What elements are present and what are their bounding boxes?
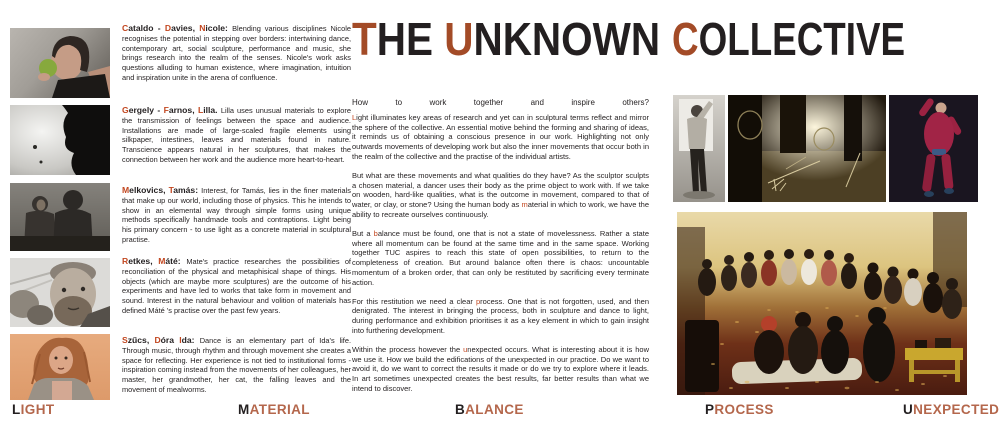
artist-name-rest: da: [181, 335, 200, 345]
keyword-rest: NEXPECTED [913, 402, 1000, 417]
title-letters: HE [376, 13, 445, 65]
photo-red-figure-lying-image [889, 95, 978, 202]
artist-bio-cataldo-davies [122, 24, 351, 83]
photo-dark-installation-room-image [728, 95, 886, 202]
artist-name-rest: arnos, [168, 105, 198, 115]
artist-bio-gergely-farnos [122, 106, 351, 165]
artist-name-rest: avies, [171, 23, 200, 33]
paragraph-text: But what are these movements and what qualities do they have? As the sculptor sculpts a chosen material, a dancer uses their body as the prime object to work with. If we take on wooden, hard-like qualities, what is the outcome in movement, compared to that of water, or clay, or stone? Using the human body as [352, 171, 649, 210]
artist-name-rest: amás: [173, 185, 202, 195]
paragraph-text: For this restitution we need a clear [352, 296, 476, 306]
photo-dark-installation-room [728, 95, 886, 202]
artist-bio-text: Dance is an elementary part of Ida's life. Through music, through rhythm and through movement she creates a space for reflecting. Her experience is not tied to institutional forms - inspiration coming instead from the movements of her colleagues, her master, her grandmother, her cat, the falling leaves and the movement of mealworms. [122, 336, 352, 394]
artist-initial: G [122, 105, 129, 115]
keyword-rest: ROCESS [714, 402, 774, 417]
photo-tamas-shadow-image [10, 183, 110, 251]
essay-paragraph-material [352, 171, 649, 220]
essay-paragraph-light [352, 113, 649, 162]
artist-initial: C [122, 23, 129, 33]
keyword-initial: L [12, 402, 21, 417]
keyword-unexpected [903, 402, 999, 417]
keyword-process [705, 402, 774, 417]
artist-name-rest: ataldo - [128, 23, 165, 33]
keyword-initial: M [238, 402, 250, 417]
paragraph-text: rocess. One that is not forgotten, used, and then denigrated. The interest in bringing the process, both in sculpture and dance to light, during performance and exhibition prioritises it as a key element in which to gain insight into furthering development. [352, 296, 649, 335]
page-title-the-unknown [352, 13, 661, 65]
keyword-light [12, 402, 55, 417]
paragraph-accent-letter: m [521, 200, 528, 210]
artist-initial: D [154, 335, 161, 345]
photo-nicole-apple [10, 28, 110, 98]
photo-nicole-apple-image [10, 28, 110, 98]
photo-lilla-silhouette [10, 105, 110, 175]
photo-group-circle [677, 212, 967, 395]
photo-tamas-shadow [10, 183, 110, 251]
paragraph-accent-letter: b [373, 229, 378, 239]
page-title-collective [672, 13, 906, 65]
artist-initial: M [158, 256, 166, 266]
artist-bio-retkes [122, 257, 351, 316]
title-accent-letter: U [444, 13, 474, 65]
photo-mate-portrait-image [10, 258, 110, 327]
photo-lilla-silhouette-image [10, 105, 110, 175]
artist-name-rest: icole: [205, 23, 233, 33]
artist-name [122, 185, 201, 195]
paragraph-accent-letter: u [463, 345, 468, 355]
artist-name [122, 23, 232, 33]
artist-name-rest: áté: [165, 256, 187, 266]
artist-bio-text: Blending various disciplines Nicole recognises the potential in stepping over borders: intertwining dance, contemporary art, social sculpture, performance and music, she brings research into the realm of the senses. Nicole's work asks questions alluding to human existence, where imagination, intuition and inspiration unite in the arena of confluence. [122, 24, 351, 82]
artist-bio-melkovics [122, 186, 351, 245]
title-accent-letter: C [672, 13, 699, 65]
artist-initial: M [122, 185, 130, 195]
artist-name-rest: óra [160, 335, 180, 345]
keyword-initial: U [903, 402, 914, 417]
photo-group-circle-image [677, 212, 967, 395]
artist-name [122, 335, 200, 345]
artist-bio-text: Interest, for Tamás, lies in the finer materials that make up our world, including those of physics. This he intends to show in an elemental way through simple forms using unique methods specifically handmade tools and contraptions. Light being his primary concern - to use light as a concrete material in sculptural practise. [122, 186, 352, 244]
artist-initial: I [179, 335, 182, 345]
intro-question: How to work together and inspire others? [352, 98, 649, 107]
artist-name [122, 256, 186, 266]
artist-initial: D [164, 23, 172, 33]
artist-initial: S [122, 335, 128, 345]
artist-name-rest: illa. [203, 105, 221, 115]
keyword-material [238, 402, 310, 417]
artist-name-rest: ergely - [128, 105, 164, 115]
photo-mate-portrait [10, 258, 110, 327]
paragraph-accent-letter: p [476, 296, 481, 306]
artist-initial: L [197, 105, 204, 115]
paragraph-text: But a [352, 229, 374, 239]
paragraph-text: nexpected occurs. What is interesting about it is how we use it. How we build the edifications of the unexpected in our practice. Do we want to avoid it, do we want to correct the results it made or do we try to explore where it leads. In art sometimes unexpected creates the best results, far better results than what we intend to discover. [352, 345, 650, 393]
photo-red-figure-lying [889, 95, 978, 202]
artist-name-rest: zűcs, [127, 335, 155, 345]
paragraph-text: Within the process however the [352, 345, 464, 355]
essay-paragraph-unexpected [352, 345, 649, 394]
photo-dora-portrait [10, 334, 110, 400]
artist-initial: F [163, 105, 169, 115]
artist-bio-text: Lilla uses unusual materials to explore the transmission of feelings between the space and audience. Installations are made of large-scaled fragile elements using silkpaper, intestines, leaves and materials found in nature. Transcience appears natural in her sculptures, that makes the connection between her work and the audience more heart-to-heart. [122, 106, 351, 164]
artist-name [122, 105, 221, 115]
photo-strip-installations [673, 95, 978, 202]
essay-paragraph-process [352, 297, 649, 336]
title-letters: OLLECTIVE [698, 13, 906, 65]
photo-dora-portrait-image [10, 334, 110, 400]
photo-figure-at-wall [673, 95, 725, 202]
keyword-initial: B [455, 402, 466, 417]
paragraph-text: alance must be found, one that is not a state of movelessness. Rather a state where all momentum can be found at the same time and in the same space. Working together TUC aspires to reach this state of open possibilities, to return to the completeness of creation. But around balance often there is chaos: uncountable momentum of a broken order, that can only be restituted by sacrificing every terminate action. [352, 229, 649, 287]
paragraph-text: ight illuminates key areas of research and yet can in sculptural terms reflect and mirror the sphere of the collective. An essential motive behind the forming and sharing of ideas, it reminds us of obtaining a conscious presence in our work. Highlighting not only outwards movements of developing work but also the inner movements that occur both in the realm of the collective and the practise of the individual artists. [352, 113, 649, 161]
keyword-rest: ALANCE [465, 402, 524, 417]
artist-bio-text: Mate's practice researches the possibilities of reconciliation of the physical and metaphisical shape of things. His objects (which are maybe more sculptures) are the outcome of his experiments and have led to works that take form in movement and sound. Interest in the natural behaviour and volition of materials has defined Máté 's practise over the past few years. [122, 257, 351, 315]
artist-name-rest: etkes, [128, 256, 159, 266]
keyword-initial: P [705, 402, 715, 417]
paragraph-accent-letter: L [352, 113, 357, 122]
keyword-rest: IGHT [20, 402, 55, 417]
artist-name-rest: elkovics, [129, 185, 169, 195]
essay-paragraph-balance [352, 229, 649, 287]
essay-column [352, 113, 649, 403]
artist-initial: N [199, 23, 206, 33]
artist-bio-szucs [122, 336, 351, 395]
paragraph-text: aterial in which to work, we have the ability to recreate ourselves continuously. [352, 200, 649, 219]
artist-initial: R [122, 256, 129, 266]
photo-figure-at-wall-image [673, 95, 725, 202]
keyword-balance [455, 402, 524, 417]
artist-initial: T [168, 185, 174, 195]
keyword-rest: ATERIAL [249, 402, 310, 417]
title-letters: NKNOWN [473, 13, 661, 65]
title-accent-letter: T [352, 13, 377, 65]
